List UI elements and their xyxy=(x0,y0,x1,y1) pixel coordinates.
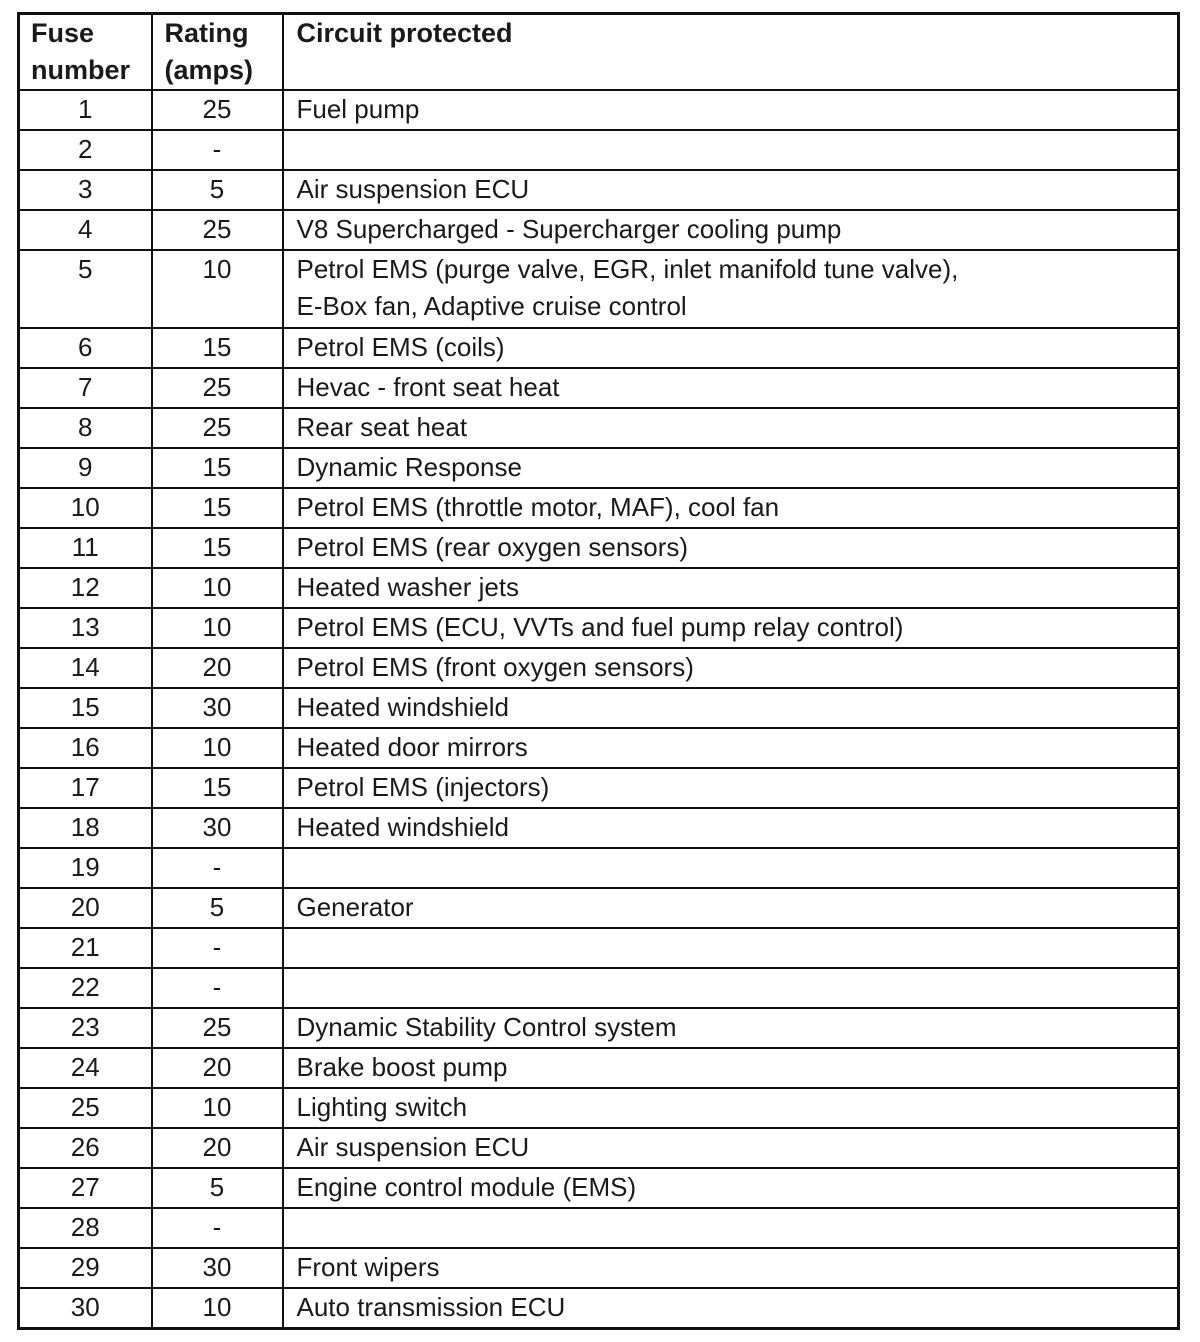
circuit-cell: Petrol EMS (coils) xyxy=(283,328,1179,368)
rating-cell: 25 xyxy=(152,368,283,408)
circuit-cell: Dynamic Stability Control system xyxy=(283,1008,1179,1048)
table-row xyxy=(19,968,1179,1008)
rating-cell: 25 xyxy=(152,90,283,130)
circuit-cell: Brake boost pump xyxy=(283,1048,1179,1088)
fuse-number-cell: 9 xyxy=(19,448,152,488)
circuit-cell: Air suspension ECU xyxy=(283,170,1179,210)
table-row xyxy=(19,1008,1179,1048)
rating-cell: 5 xyxy=(152,888,283,928)
circuit-cell: Fuel pump xyxy=(283,90,1179,130)
rating-cell: 30 xyxy=(152,688,283,728)
fuse-number-cell: 23 xyxy=(19,1008,152,1048)
rating-cell: 20 xyxy=(152,1048,283,1088)
table-row xyxy=(19,1288,1179,1329)
fuse-number-cell: 2 xyxy=(19,130,152,170)
circuit-cell: Auto transmission ECU xyxy=(283,1288,1179,1329)
table-row xyxy=(19,1128,1179,1168)
fuse-table xyxy=(17,12,1180,1330)
circuit-cell: Petrol EMS (ECU, VVTs and fuel pump relay control) xyxy=(283,608,1179,648)
table-row xyxy=(19,1248,1179,1288)
fuse-number-cell: 24 xyxy=(19,1048,152,1088)
table-row xyxy=(19,688,1179,728)
fuse-number-cell: 11 xyxy=(19,528,152,568)
circuit-cell: Petrol EMS (injectors) xyxy=(283,768,1179,808)
circuit-cell: Petrol EMS (front oxygen sensors) xyxy=(283,648,1179,688)
fuse-number-cell: 12 xyxy=(19,568,152,608)
rating-cell: 10 xyxy=(152,1088,283,1128)
table-row xyxy=(19,170,1179,210)
circuit-cell: V8 Supercharged - Supercharger cooling pump xyxy=(283,210,1179,250)
rating-cell: 10 xyxy=(152,608,283,648)
rating-cell: 5 xyxy=(152,1168,283,1208)
circuit-cell xyxy=(283,1208,1179,1248)
circuit-cell: Petrol EMS (throttle motor, MAF), cool fan xyxy=(283,488,1179,528)
fuse-number-cell: 10 xyxy=(19,488,152,528)
circuit-cell xyxy=(283,968,1179,1008)
rating-cell: 5 xyxy=(152,170,283,210)
table-row xyxy=(19,210,1179,250)
header-fuse-number: Fuse number xyxy=(19,14,152,91)
circuit-cell: Air suspension ECU xyxy=(283,1128,1179,1168)
circuit-cell: Front wipers xyxy=(283,1248,1179,1288)
header-circuit-protected: Circuit protected xyxy=(283,14,1179,91)
circuit-cell xyxy=(283,848,1179,888)
header-rating: Rating (amps) xyxy=(152,14,283,91)
table-row xyxy=(19,808,1179,848)
rating-cell: 20 xyxy=(152,648,283,688)
rating-cell: 15 xyxy=(152,328,283,368)
rating-cell: - xyxy=(152,848,283,888)
fuse-number-cell: 20 xyxy=(19,888,152,928)
circuit-cell: Hevac - front seat heat xyxy=(283,368,1179,408)
circuit-cell: Petrol EMS (rear oxygen sensors) xyxy=(283,528,1179,568)
fuse-number-cell: 3 xyxy=(19,170,152,210)
fuse-number-cell: 22 xyxy=(19,968,152,1008)
rating-cell: 25 xyxy=(152,1008,283,1048)
table-row xyxy=(19,848,1179,888)
table-row xyxy=(19,568,1179,608)
fuse-number-cell: 26 xyxy=(19,1128,152,1168)
table-row xyxy=(19,648,1179,688)
circuit-cell: Heated door mirrors xyxy=(283,728,1179,768)
rating-cell: 30 xyxy=(152,1248,283,1288)
table-row xyxy=(19,608,1179,648)
fuse-number-cell: 16 xyxy=(19,728,152,768)
table-body xyxy=(19,90,1179,1329)
fuse-number-cell: 21 xyxy=(19,928,152,968)
table-row xyxy=(19,408,1179,448)
fuse-number-cell: 5 xyxy=(19,250,152,328)
fuse-number-cell: 27 xyxy=(19,1168,152,1208)
fuse-number-cell: 15 xyxy=(19,688,152,728)
fuse-number-cell: 30 xyxy=(19,1288,152,1329)
rating-cell: 15 xyxy=(152,488,283,528)
fuse-number-cell: 25 xyxy=(19,1088,152,1128)
rating-cell: 10 xyxy=(152,568,283,608)
table-row xyxy=(19,448,1179,488)
table-row xyxy=(19,1208,1179,1248)
rating-cell: - xyxy=(152,968,283,1008)
fuse-number-cell: 1 xyxy=(19,90,152,130)
table-row xyxy=(19,728,1179,768)
circuit-cell: Heated washer jets xyxy=(283,568,1179,608)
rating-cell: 15 xyxy=(152,448,283,488)
table-row xyxy=(19,250,1179,328)
table-row xyxy=(19,1048,1179,1088)
fuse-number-cell: 18 xyxy=(19,808,152,848)
circuit-cell: Petrol EMS (purge valve, EGR, inlet manifold tune valve), E-Box fan, Adaptive cruise control xyxy=(283,250,1179,328)
circuit-cell: Dynamic Response xyxy=(283,448,1179,488)
circuit-cell xyxy=(283,928,1179,968)
table-row xyxy=(19,888,1179,928)
table-row xyxy=(19,328,1179,368)
rating-cell: 10 xyxy=(152,728,283,768)
table-row xyxy=(19,90,1179,130)
rating-cell: - xyxy=(152,928,283,968)
header-row xyxy=(19,14,1179,91)
table-row xyxy=(19,488,1179,528)
fuse-number-cell: 28 xyxy=(19,1208,152,1248)
circuit-cell: Heated windshield xyxy=(283,808,1179,848)
fuse-number-cell: 4 xyxy=(19,210,152,250)
rating-cell: - xyxy=(152,130,283,170)
fuse-number-cell: 13 xyxy=(19,608,152,648)
circuit-cell xyxy=(283,130,1179,170)
rating-cell: - xyxy=(152,1208,283,1248)
fuse-number-cell: 19 xyxy=(19,848,152,888)
fuse-number-cell: 8 xyxy=(19,408,152,448)
table-row xyxy=(19,1168,1179,1208)
rating-cell: 25 xyxy=(152,210,283,250)
fuse-number-cell: 7 xyxy=(19,368,152,408)
circuit-cell: Rear seat heat xyxy=(283,408,1179,448)
table-row xyxy=(19,368,1179,408)
fuse-number-cell: 6 xyxy=(19,328,152,368)
rating-cell: 15 xyxy=(152,768,283,808)
fuse-number-cell: 29 xyxy=(19,1248,152,1288)
table-row xyxy=(19,1088,1179,1128)
table-header xyxy=(19,14,1179,91)
rating-cell: 30 xyxy=(152,808,283,848)
circuit-cell: Generator xyxy=(283,888,1179,928)
rating-cell: 20 xyxy=(152,1128,283,1168)
rating-cell: 10 xyxy=(152,1288,283,1329)
fuse-number-cell: 14 xyxy=(19,648,152,688)
table-row xyxy=(19,768,1179,808)
circuit-cell: Lighting switch xyxy=(283,1088,1179,1128)
table-row xyxy=(19,528,1179,568)
table-row xyxy=(19,928,1179,968)
table-row xyxy=(19,130,1179,170)
rating-cell: 25 xyxy=(152,408,283,448)
fuse-number-cell: 17 xyxy=(19,768,152,808)
rating-cell: 15 xyxy=(152,528,283,568)
circuit-cell: Engine control module (EMS) xyxy=(283,1168,1179,1208)
circuit-cell: Heated windshield xyxy=(283,688,1179,728)
rating-cell: 10 xyxy=(152,250,283,328)
